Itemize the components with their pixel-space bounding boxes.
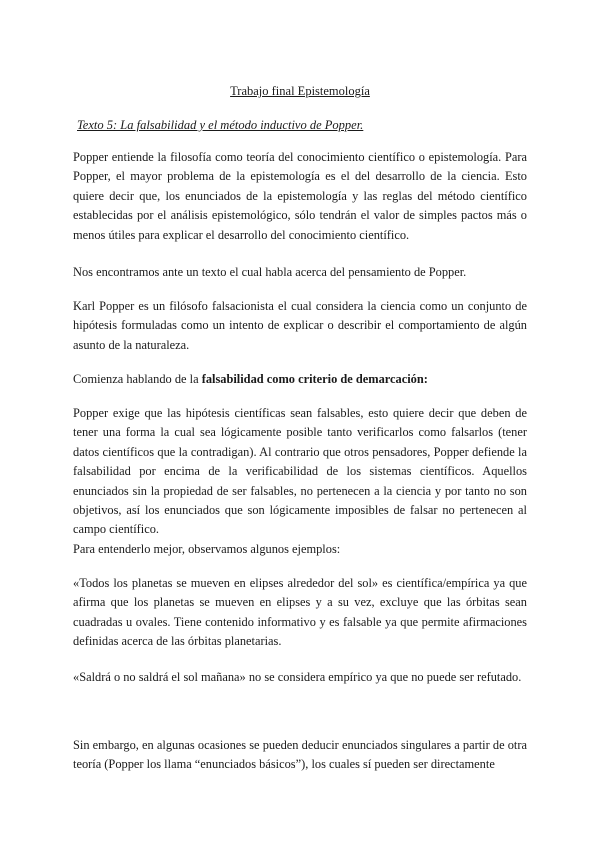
falsability-heading-intro: Comienza hablando de la [73, 372, 202, 386]
paragraph-intro: Nos encontramos ante un texto el cual habla acerca del pensamiento de Popper. [73, 265, 467, 279]
falsability-heading-bold: falsabilidad como criterio de demarcación: [201, 372, 428, 386]
paragraph-falsability-heading [73, 370, 527, 389]
paragraph-falsability: Popper exige que las hipótesis científicas sean falsables, esto quiere decir que deben de tener una forma la cual sea lógicamente posible tanto verificarlos como falsarlos (tener datos científicos que la contradigan). Al contrario que otros pensadores, Popper defiende la falsabilidad por encima de la verificabilidad de los sistemas científicos. Aquellos enunciados sin la propiedad de ser falsables, no pertenecen a la ciencia y por tanto no son objetivos, así los enunciados que son lógicamente imposibles de falsar no pertenecen al campo científico. [73, 406, 527, 537]
paragraph-examples-intro: Para entenderlo mejor, observamos algunos ejemplos: [73, 542, 341, 556]
paragraph-karl-popper: Karl Popper es un filósofo falsacionista el cual considera la ciencia como un conjunto de hipótesis formuladas como un intento de explicar o describir el comportamiento de algún asunto de la naturaleza. [73, 299, 527, 352]
document-subtitle: Texto 5: La falsabilidad y el método inductivo de Popper. [77, 118, 364, 132]
paragraph-example-planets: «Todos los planetas se mueven en elipses alrededor del sol» es científica/empírica ya que afirma que los planetas se mueven en elipses y a su vez, excluye que las órbitas sean cuadradas u ovales. Tiene contenido informativo y es falsable ya que permite afirmaciones definidas acerca de las órbitas planetarias. [73, 576, 527, 649]
paragraph-philosophy: Popper entiende la filosofía como teoría del conocimiento científico o epistemología. Para Popper, el mayor problema de la epistemología es el del desarrollo de la ciencia. Esto quiere decir que, los enunciados de la epistemología y las reglas del método científico establecidas por el análisis epistemológico, sólo tendrán el valor de simples pactos más o menos útiles para explicar el desarrollo del conocimiento científico. [73, 150, 527, 242]
document-title: Trabajo final Epistemología [230, 84, 370, 98]
paragraph-basic-statements: Sin embargo, en algunas ocasiones se pueden deducir enunciados singulares a partir de otra teoría (Popper los llama “enunciados básicos”), los cuales sí pueden ser directamente [73, 738, 527, 772]
paragraph-example-sun: «Saldrá o no saldrá el sol mañana» no se considera empírico ya que no puede ser refutado. [73, 670, 522, 684]
